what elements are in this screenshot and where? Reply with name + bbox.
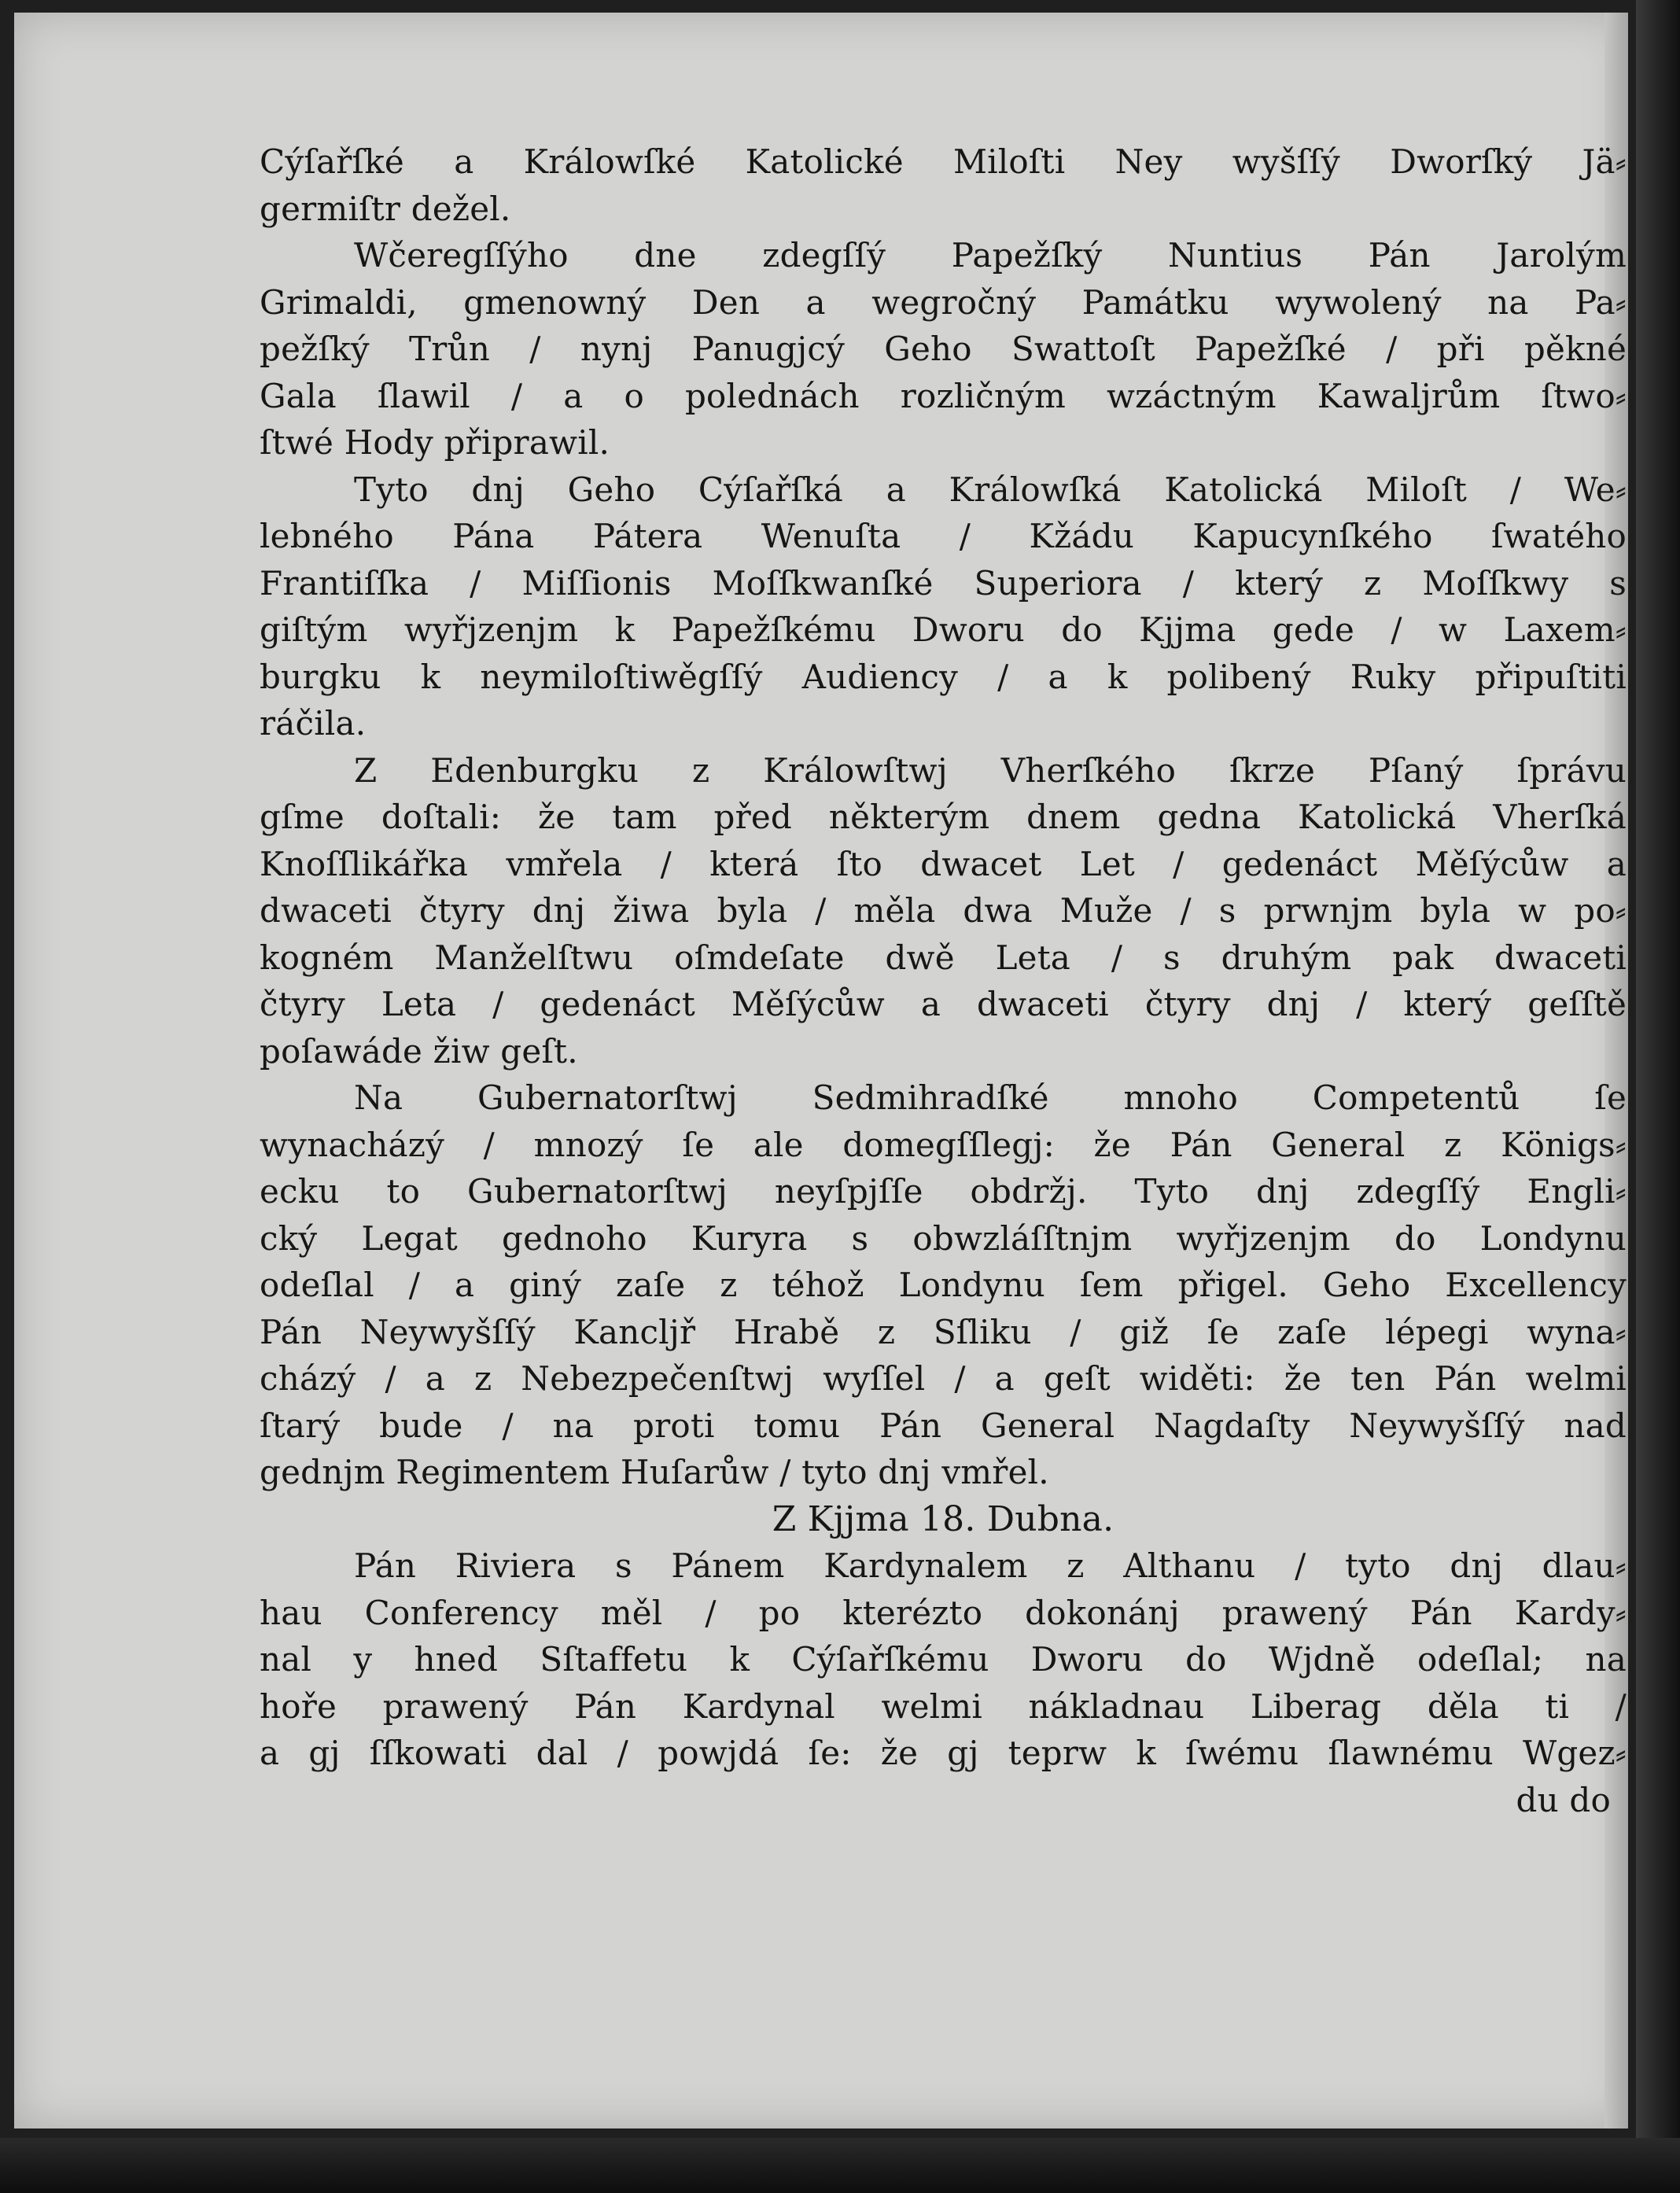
text-line-3: Wčeregſſýho dne zdegſſý Papežſký Nuntius Pán Jarolým [354, 236, 1627, 275]
text-line-6: Gala ſlawil / a o polednách rozličným wzáctným Kawaljrům ſtwo⸗ [260, 376, 1627, 415]
text-line-20: poſawáde žiw geſt. [260, 1031, 578, 1071]
text-line-8: Tyto dnj Geho Cýſařſká a Králowſká Katolická Miloſt / We⸗ [354, 470, 1627, 509]
text-line-10: Frantiſſka / Miſſionis Moſſkwanſké Superiora / který z Moſſkwy s [260, 563, 1627, 603]
text-line-31: Pán Riviera s Pánem Kardynalem z Althanu / tyto dnj dlau⸗ [354, 1546, 1627, 1585]
text-line-16: Knoſſlikářka vmřela / která ſto dwacet Let / gedenáct Měſýcůw a [260, 844, 1627, 883]
text-line-18: kogném Manželſtwu oſmdeſate dwě Leta / s druhým pak dwaceti [260, 938, 1627, 977]
dateline-heading: Z Kjjma 18. Dubna. [772, 1498, 1114, 1539]
text-line-27: cházý / a z Nebezpečenſtwj wyſſel / a geſt widěti: že ten Pán welmi [260, 1359, 1627, 1398]
newspaper-page [14, 13, 1628, 2128]
text-line-12: burgku k neymiloſtiwěgſſý Audiency / a k polibený Ruky připuſtiti [260, 657, 1627, 696]
text-line-13: ráčila. [260, 704, 367, 743]
scan-margin-right [1636, 0, 1680, 2193]
text-line-24: cký Legat gednoho Kuryra s obwzláſſtnjm wyřjzenjm do Londynu [260, 1218, 1627, 1258]
text-line-28: ſtarý bude / na proti tomu Pán General Nagdaſty Neywyšſſý nad [260, 1406, 1627, 1445]
text-line-14: Z Edenburgku z Králowſtwj Vherſkého ſkrze Pſaný ſprávu [354, 750, 1627, 790]
catchword: du do [1516, 1780, 1611, 1819]
text-line-2: germiſtr dežel. [260, 189, 511, 228]
text-line-7: ſtwé Hody připrawil. [260, 423, 610, 462]
text-line-5: pežſký Trůn / nynj Panugjcý Geho Swattoſt Papežſké / při pěkné [260, 330, 1627, 368]
text-line-17: dwaceti čtyry dnj žiwa byla / měla dwa Muže / s prwnjm byla w po⸗ [260, 891, 1627, 930]
text-line-29: gednjm Regimentem Huſarůw / tyto dnj vmřel. [260, 1453, 1049, 1491]
text-line-26: Pán Neywyšſſý Kancljř Hrabě z Sſliku / giž ſe zaſe lépegi wyna⸗ [260, 1312, 1627, 1351]
text-line-22: wynacházý / mnozý ſe ale domegſſlegj: že Pán General z Königs⸗ [260, 1125, 1627, 1164]
text-line-34: hoře prawený Pán Kardynal welmi nákladnau Liberag děla ti / [260, 1686, 1627, 1726]
text-line-11: giſtým wyřjzenjm k Papežſkému Dworu do Kjjma gede / w Laxem⸗ [260, 610, 1627, 649]
text-line-15: gſme doſtali: že tam před některým dnem gedna Katolická Vherſká [260, 798, 1627, 836]
text-line-25: odeſlal / a giný zaſe z téhož Londynu ſem přigel. Geho Excellency [260, 1266, 1627, 1304]
text-line-21: Na Gubernatorſtwj Sedmihradſké mnoho Competentů ſe [354, 1078, 1627, 1117]
text-line-23: ecku to Gubernatorſtwj neyſpjſſe obdržj. Tyto dnj zdegſſý Engli⸗ [260, 1172, 1627, 1211]
text-line-4: Grimaldi, gmenowný Den a wegročný Památku wywolený na Pa⸗ [260, 282, 1627, 322]
text-line-19: čtyry Leta / gedenáct Měſýcůw a dwaceti čtyry dnj / který geſſtě [260, 985, 1627, 1023]
scan-margin-bottom [0, 2138, 1680, 2193]
text-line-9: lebného Pána Pátera Wenuſta / Kžádu Kapucynſkého ſwatého [260, 517, 1627, 555]
text-line-33: nal y hned Sſtaffetu k Cýſařſkému Dworu do Wjdně odeſlal; na [260, 1640, 1627, 1679]
article-text [260, 138, 1627, 1823]
text-line-32: hau Conferency měl / po kterézto dokonánj prawený Pán Kardy⸗ [260, 1593, 1627, 1632]
text-line-35: a gj ſſkowati dal / powjdá ſe: že gj teprw k ſwému ſlawnému Wgez⸗ [260, 1734, 1627, 1772]
text-line-1: Cýſařſké a Králowſké Katolické Miloſti Ney wyšſſý Dworſký Jä⸗ [260, 142, 1627, 181]
